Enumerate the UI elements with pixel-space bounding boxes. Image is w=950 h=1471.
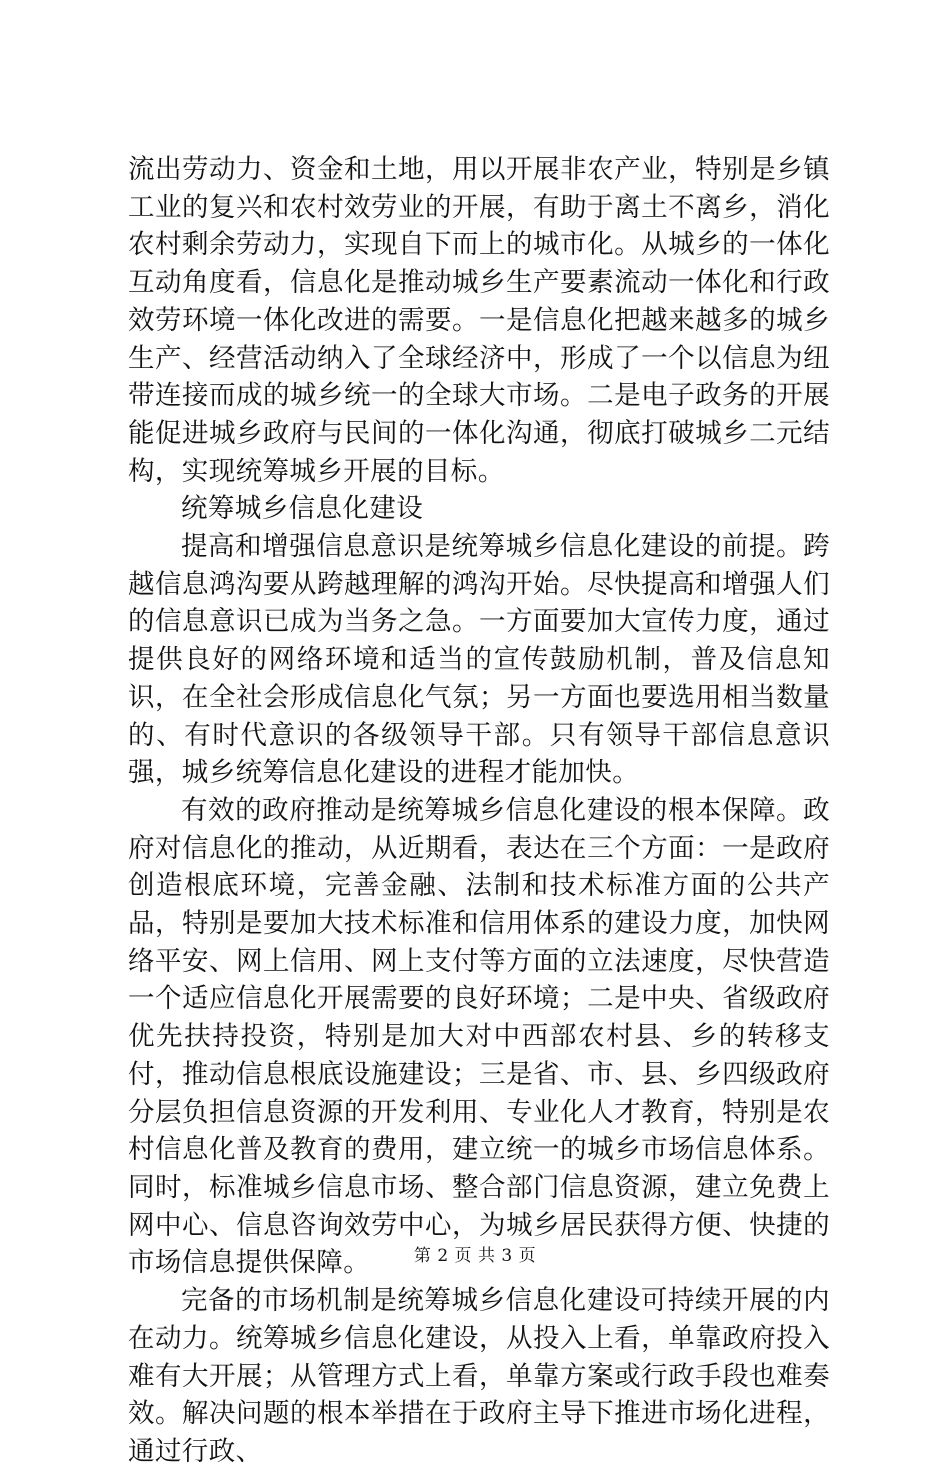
- paragraph-continuation: 流出劳动力、资金和土地，用以开展非农产业，特别是乡镇工业的复兴和农村效劳业的开展，有助于离土不离乡，消化农村剩余劳动力，实现自下而上的城市化。从城乡的一体化互动角度看，信息化是推动城乡生产要素流动一体化和行政效劳环境一体化改进的需要。一是信息化把越来越多的城乡生产、经营活动纳入了全球经济中，形成了一个以信息为纽带连接而成的城乡统一的全球大市场。二是电子政务的开展能促进城乡政府与民间的一体化沟通，彻底打破城乡二元结构，实现统筹城乡开展的目标。: [128, 154, 830, 487]
- page-number-footer: 第 2 页 共 3 页: [413, 1246, 537, 1266]
- paragraph-information-awareness: 提高和增强信息意识是统筹城乡信息化建设的前提。跨越信息鸿沟要从跨越理解的鸿沟开始。尽快提高和增强人们的信息意识已成为当务之急。一方面要加大宣传力度，通过提供良好的网络环境和适当的宣传鼓励机制，普及信息知识，在全社会形成信息化气氛；另一方面也要选用相当数量的、有时代意识的各级领导干部。只有领导干部信息意识强，城乡统筹信息化建设的进程才能加快。: [128, 531, 830, 789]
- paragraph-government-promotion: 有效的政府推动是统筹城乡信息化建设的根本保障。政府对信息化的推动，从近期看，表达在三个方面：一是政府创造根底环境，完善金融、法制和技术标准方面的公共产品，特别是要加大技术标准和信用体系的建设力度，加快网络平安、网上信用、网上支付等方面的立法速度，尽快营造一个适应信息化开展需要的良好环境；二是中央、省级政府优先扶持投资，特别是加大对中西部农村县、乡的转移支付，推动信息根底设施建设；三是省、市、县、乡四级政府分层负担信息资源的开发利用、专业化人才教育，特别是农村信息化普及教育的费用，建立统一的城乡市场信息体系。同时，标准城乡信息市场、整合部门信息资源，建立免费上网中心、信息咨询效劳中心，为城乡居民获得方便、快捷的市场信息提供保障。: [128, 794, 830, 1279]
- section-heading: 统筹城乡信息化建设: [181, 493, 424, 525]
- document-body: [128, 151, 830, 1471]
- paragraph-market-mechanism: 完备的市场机制是统筹城乡信息化建设可持续开展的内在动力。统筹城乡信息化建设，从投入上看，单靠政府投入难有大开展；从管理方式上看，单靠方案或行政手段也难奏效。解决问题的根本举措在于政府主导下推进市场化进程，通过行政、: [128, 1285, 830, 1467]
